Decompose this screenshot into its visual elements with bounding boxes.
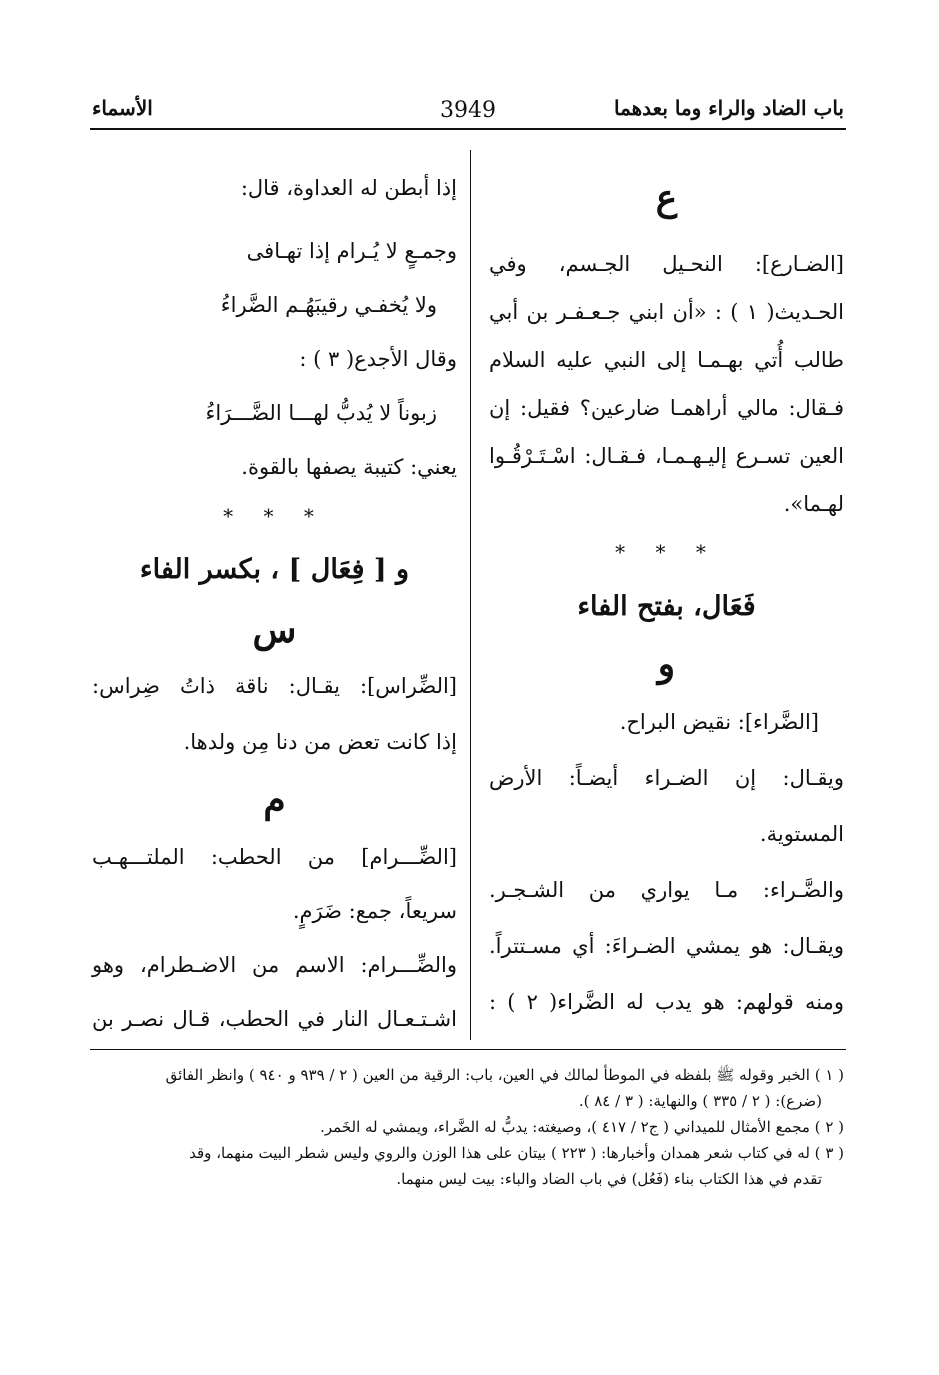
text-line: اشـتـعـال النار في الحطب، قـال نصـر بن [92,1007,457,1031]
footnote-3-continued: تقدم في هذا الكتاب بناء (فَعُل) في باب الضاد والباء: بيت ليس منهما. [396,1170,822,1188]
text-line: يعني: كتيبة يصفها بالقوة. [241,455,457,479]
entry-darraa [489,694,844,1030]
pattern-heading-fiaal: و [ فِعَال ] ، بكسر الفاء [139,554,410,585]
footnote-2: ( ٢ ) مجمع الأمثال للميداني ( ج٢ / ٤١٧ )، وصيغته: يدبُّ له الضَّراء، ويمشي له الخَمر. [320,1118,844,1136]
text-line: [الضـارع]: النحـيل الجـسم، وفي [489,252,844,276]
footnote-1-continued: (ضرع): ( ٢ / ٣٣٥ ) والنهاية: ( ٣ / ٨٤ ). [578,1092,822,1110]
verse-block [92,170,457,494]
entry-diras [92,658,457,770]
text-line: ومنه قولهم: هو يدب له الضَّراء( ٢ ) : [489,990,844,1014]
footnote-rule [90,1049,846,1050]
text-line: والضِّـــرام: الاسم من الاضـطرام، وهو [92,953,457,977]
text-line: ويقـال: إن الضـراء أيضـاً: الأرض [489,766,844,790]
entry-diram [92,830,457,1046]
section-letter-mim: م [263,779,286,821]
text-line: سريعاً، جمع: ضَرَمٍ. [292,899,457,923]
running-header-section: الأسماء [92,96,153,120]
right-column [489,150,844,1040]
footnote-1: ( ١ ) الخبر وقوله ﷺ بلفظه في الموطأ لمالك في العين، باب: الرقية من العين ( ٢ / ٩٣٩ و ٩٤٠ ) وانظر الفائق [165,1066,844,1084]
pattern-heading-faal: فَعَال، بفتح الفاء [577,591,756,622]
page-number: 3949 [440,98,496,123]
left-column [92,150,457,1040]
column-divider [470,150,471,1040]
text-line: الحـديث( ١ ) : «أن ابني جـعـفـر بن أبي [489,300,844,324]
section-separator: * * * [223,504,326,528]
section-letter-ain: ع [655,177,678,219]
text-line: إذا كانت تعض من دنا مِن ولدها. [183,730,457,754]
verse-line: زبوناً لا يُدبُّ لهـــا الضَّـــرَاءُ [205,401,437,425]
text-line: طالب أُتي بهـمـا إلى النبي عليه السلام [489,348,844,372]
text-line: ويقـال: هو يمشي الضـراءَ: أي مسـتتراً. [489,934,844,958]
text-line: العين تسـرع إليـهـمـا، فـقـال: اسْـتَـرْقُـوا [489,444,844,468]
text-line: [الضِّراس]: يقـال: ناقة ذاتُ ضِراس: [92,674,457,698]
text-line: إذا أبطن له العداوة، قال: [240,176,457,200]
verse-line: وجمـعٍ لا يُـرام إذا تهـافى [246,239,457,263]
text-line: [الضِّـــرام] من الحطب: الملتـــهـب [92,845,457,869]
text-line: والضَّـراء: مـا يواري من الشـجـر. [489,878,844,902]
text-line: لهـما». [783,492,844,516]
text-line: وقال الأجدع( ٣ ) : [299,347,457,371]
running-header-chapter: باب الضاد والراء وما بعدهما [613,96,844,120]
section-letter-sin: س [252,609,297,651]
section-letter-waw: و [657,643,676,685]
text-line: [الضَّراء]: نقيض البراح. [619,710,819,734]
footnotes [89,1062,844,1192]
text-line: المستوية. [759,822,844,846]
entry-dari [489,240,844,528]
verse-line: ولا يُخفـي رقيبَهُـم الضَّراءُ [220,293,437,317]
footnote-3: ( ٣ ) له في كتاب شعر همدان وأخبارها: ( ٢٢٣ ) بيتان على هذا الوزن والروي وليس شطر البيت منهما، وقد [189,1144,844,1162]
header-rule [90,128,846,130]
section-separator: * * * [615,540,718,564]
text-line: فـقال: مالي أراهمـا ضارعين؟ فقيل: إن [489,396,844,420]
